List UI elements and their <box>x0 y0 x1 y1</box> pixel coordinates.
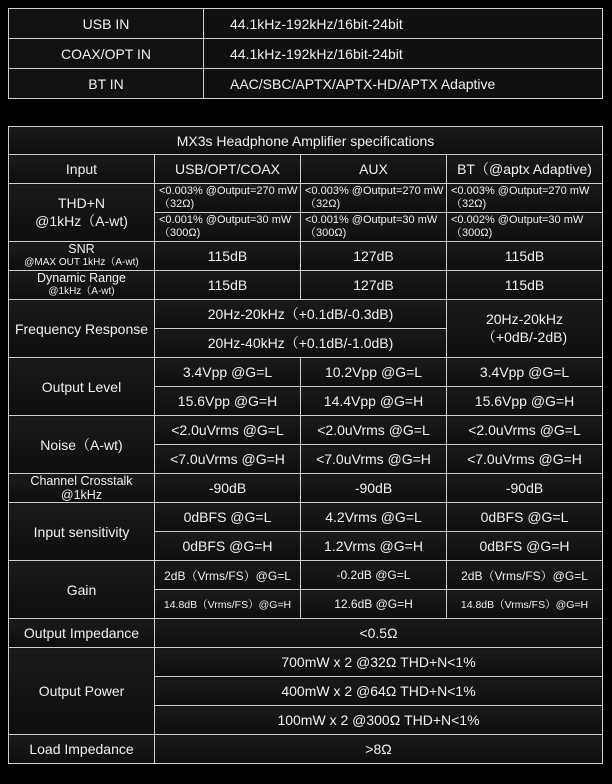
output-power-row3: 100mW x 2 @300Ω THD+N<1% <box>155 706 603 735</box>
output-level-bt-1: 3.4Vpp @G=L <box>447 358 603 387</box>
input-sensitivity-label: Input sensitivity <box>9 503 155 561</box>
table-row <box>9 271 603 300</box>
table-row <box>9 9 603 39</box>
frequency-response-label: Frequency Response <box>9 300 155 358</box>
input-sensitivity-usb-1: 0dBFS @G=L <box>155 503 301 532</box>
table-row <box>9 242 603 271</box>
noise-bt-1: <2.0uVrms @G=L <box>447 416 603 445</box>
frequency-response-row1: 20Hz-20kHz（+0.1dB/-0.3dB) <box>155 300 447 329</box>
snr-label-line2: @MAX OUT 1kHz（A-wt) <box>24 257 139 268</box>
snr-label-line1: SNR <box>68 242 95 256</box>
gain-aux-2: 12.6dB @G=H <box>301 590 447 619</box>
thd-aux-1: <0.003% @Output=270 mW（32Ω) <box>301 184 447 213</box>
dynamic-range-label <box>9 271 155 300</box>
snr-bt: 115dB <box>447 242 603 271</box>
thd-label <box>9 184 155 242</box>
input-format-table <box>8 8 603 99</box>
noise-usb-1: <2.0uVrms @G=L <box>155 416 301 445</box>
specifications-table <box>8 126 603 764</box>
table-row <box>9 648 603 677</box>
bt-in-label: BT IN <box>9 69 204 99</box>
crosstalk-usb: -90dB <box>155 474 301 503</box>
dynamic-range-label-line1: Dynamic Range <box>37 271 126 285</box>
gain-label: Gain <box>9 561 155 619</box>
output-impedance-value: <0.5Ω <box>155 619 603 648</box>
gain-usb-2: 14.8dB（Vrms/FS）@G=H <box>155 590 301 619</box>
table-row <box>9 184 603 213</box>
coax-opt-in-label: COAX/OPT IN <box>9 39 204 69</box>
load-impedance-label: Load Impedance <box>9 735 155 764</box>
coax-opt-in-value: 44.1kHz-192kHz/16bit-24bit <box>204 39 603 69</box>
thd-bt-1: <0.003% @Output=270 mW（32Ω) <box>447 184 603 213</box>
table-row <box>9 735 603 764</box>
gain-aux-1: -0.2dB @G=L <box>301 561 447 590</box>
thd-usb-1: <0.003% @Output=270 mW（32Ω) <box>155 184 301 213</box>
thd-label-line1: THD+N <box>57 194 106 211</box>
output-impedance-label: Output Impedance <box>9 619 155 648</box>
crosstalk-label-line1: Channel Crosstalk <box>30 474 133 488</box>
table-row <box>9 619 603 648</box>
output-power-row2: 400mW x 2 @64Ω THD+N<1% <box>155 677 603 706</box>
noise-usb-2: <7.0uVrms @G=H <box>155 445 301 474</box>
output-power-row1: 700mW x 2 @32Ω THD+N<1% <box>155 648 603 677</box>
snr-label <box>9 242 155 271</box>
bt-in-value: AAC/SBC/APTX/APTX-HD/APTX Adaptive <box>204 69 603 99</box>
dynamic-range-label-line2: @1kHz（A-wt) <box>48 286 115 297</box>
header-bt: BT（@aptx Adaptive) <box>447 155 603 184</box>
gain-bt-2: 14.8dB（Vrms/FS）@G=H <box>447 590 603 619</box>
input-sensitivity-aux-2: 1.2Vrms @G=H <box>301 532 447 561</box>
snr-usb: 115dB <box>155 242 301 271</box>
dynamic-range-aux: 127dB <box>301 271 447 300</box>
frequency-response-row2: 20Hz-40kHz（+0.1dB/-1.0dB) <box>155 329 447 358</box>
dynamic-range-usb: 115dB <box>155 271 301 300</box>
output-level-bt-2: 15.6Vpp @G=H <box>447 387 603 416</box>
input-sensitivity-usb-2: 0dBFS @G=H <box>155 532 301 561</box>
thd-usb-2: <0.001% @Output=30 mW（300Ω) <box>155 213 301 242</box>
crosstalk-aux: -90dB <box>301 474 447 503</box>
load-impedance-value: >8Ω <box>155 735 603 764</box>
table-row <box>9 127 603 155</box>
table-row <box>9 503 603 532</box>
header-aux: AUX <box>301 155 447 184</box>
frequency-response-bt-line1: 20Hz-20kHz <box>485 310 564 327</box>
thd-aux-2: <0.001% @Output=30 mW（300Ω) <box>301 213 447 242</box>
noise-label: Noise（A-wt) <box>9 416 155 474</box>
table-row <box>9 155 603 184</box>
frequency-response-bt <box>447 300 603 358</box>
thd-bt-2: <0.002% @Output=30 mW（300Ω) <box>447 213 603 242</box>
noise-aux-2: <7.0uVrms @G=H <box>301 445 447 474</box>
table-title: MX3s Headphone Amplifier specifications <box>9 127 603 155</box>
table-row <box>9 69 603 99</box>
table-row <box>9 474 603 503</box>
input-sensitivity-aux-1: 4.2Vrms @G=L <box>301 503 447 532</box>
frequency-response-bt-line2: （+0dB/-2dB) <box>481 328 568 345</box>
usb-in-value: 44.1kHz-192kHz/16bit-24bit <box>204 9 603 39</box>
table-row <box>9 416 603 445</box>
table-row <box>9 358 603 387</box>
output-level-aux-1: 10.2Vpp @G=L <box>301 358 447 387</box>
noise-aux-1: <2.0uVrms @G=L <box>301 416 447 445</box>
crosstalk-label <box>9 474 155 503</box>
thd-label-line2: @1kHz（A-wt) <box>35 212 128 229</box>
gain-usb-1: 2dB（Vrms/FS）@G=L <box>155 561 301 590</box>
snr-aux: 127dB <box>301 242 447 271</box>
input-sensitivity-bt-1: 0dBFS @G=L <box>447 503 603 532</box>
output-power-label: Output Power <box>9 648 155 735</box>
output-level-usb-2: 15.6Vpp @G=H <box>155 387 301 416</box>
output-level-aux-2: 14.4Vpp @G=H <box>301 387 447 416</box>
input-sensitivity-bt-2: 0dBFS @G=H <box>447 532 603 561</box>
dynamic-range-bt: 115dB <box>447 271 603 300</box>
crosstalk-label-line2: @1kHz <box>60 488 103 502</box>
gain-bt-1: 2dB（Vrms/FS）@G=L <box>447 561 603 590</box>
crosstalk-bt: -90dB <box>447 474 603 503</box>
header-input: Input <box>9 155 155 184</box>
output-level-usb-1: 3.4Vpp @G=L <box>155 358 301 387</box>
table-row <box>9 561 603 590</box>
table-row <box>9 300 603 329</box>
table-row <box>9 39 603 69</box>
header-usb: USB/OPT/COAX <box>155 155 301 184</box>
usb-in-label: USB IN <box>9 9 204 39</box>
output-level-label: Output Level <box>9 358 155 416</box>
noise-bt-2: <7.0uVrms @G=H <box>447 445 603 474</box>
